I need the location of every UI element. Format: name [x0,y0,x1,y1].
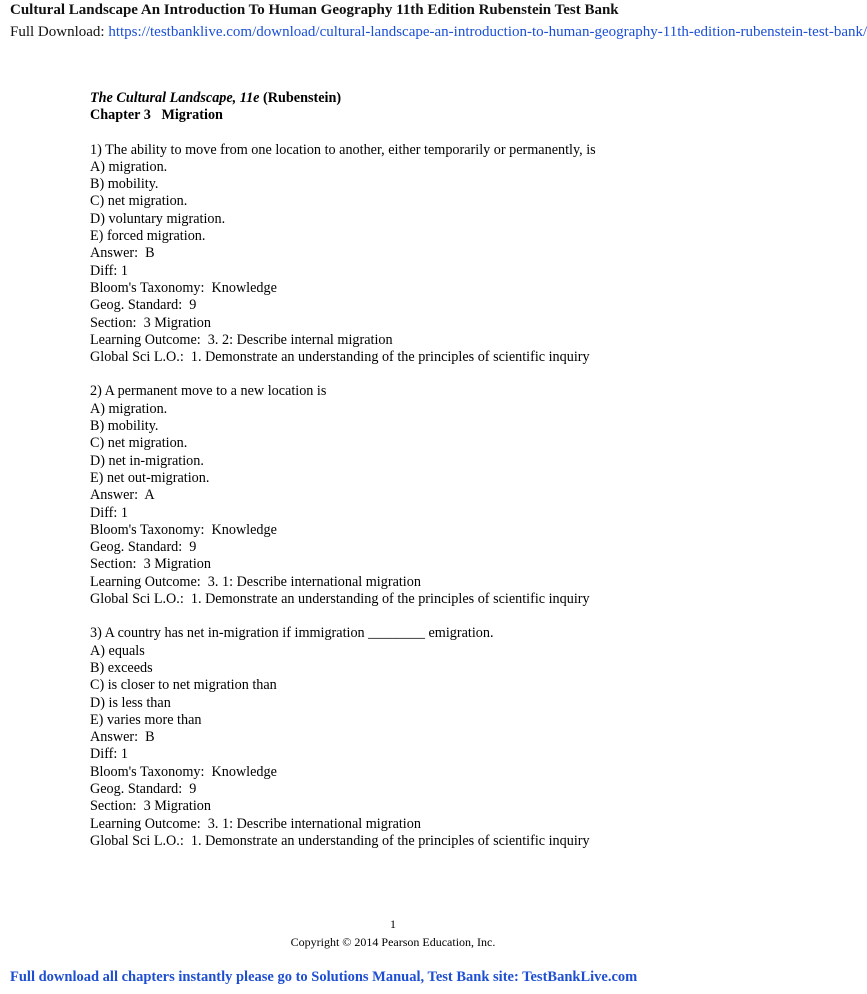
global-sci-lo: Global Sci L.O.: 1. Demonstrate an understanding of the principles of scientific inquiry [90,349,590,366]
answer-key: Answer: A [90,487,155,504]
full-download-label: Full Download: [10,24,109,40]
section: Section: 3 Migration [90,556,211,573]
answer-option: E) net out-migration. [90,469,210,486]
answer-key: Answer: B [90,245,155,262]
answer-option: A) migration. [90,158,168,175]
book-title-line [90,90,760,107]
answer-option: B) mobility. [90,418,159,435]
answer-option: B) exceeds [90,659,153,676]
learning-outcome: Learning Outcome: 3. 1: Describe international migration [90,815,421,832]
answer-option: C) net migration. [90,193,188,210]
answer-option: A) equals [90,642,145,659]
answer-option: C) net migration. [90,435,188,452]
answer-key: Answer: B [90,729,155,746]
blooms-taxonomy: Bloom's Taxonomy: Knowledge [90,279,277,296]
question-stem: 2) A permanent move to a new location is [90,383,327,400]
section: Section: 3 Migration [90,314,211,331]
learning-outcome: Learning Outcome: 3. 2: Describe internal migration [90,331,393,348]
geog-standard: Geog. Standard: 9 [90,780,197,797]
page-number: 1 [390,917,396,931]
geog-standard: Geog. Standard: 9 [90,539,197,556]
difficulty: Diff: 1 [90,746,128,763]
document-header-title: Cultural Landscape An Introduction To Human Geography 11th Edition Rubenstein Test Bank [10,2,619,18]
answer-option: D) net in-migration. [90,452,204,469]
answer-option: D) voluntary migration. [90,210,226,227]
difficulty: Diff: 1 [90,262,128,279]
blooms-taxonomy: Bloom's Taxonomy: Knowledge [90,521,277,538]
geog-standard: Geog. Standard: 9 [90,297,197,314]
test-bank-content [90,90,760,850]
question-stem: 3) A country has net in-migration if immigration ________ emigration. [90,625,494,642]
question-2 [90,383,760,608]
answer-option: D) is less than [90,694,171,711]
learning-outcome: Learning Outcome: 3. 1: Describe international migration [90,573,421,590]
answer-option: A) migration. [90,400,168,417]
answer-option: B) mobility. [90,176,159,193]
question-3 [90,625,760,850]
blooms-taxonomy: Bloom's Taxonomy: Knowledge [90,763,277,780]
global-sci-lo: Global Sci L.O.: 1. Demonstrate an understanding of the principles of scientific inquiry [90,591,590,608]
question-stem: 1) The ability to move from one location to another, either temporarily or permanently, is [90,141,596,158]
full-download-line [10,24,867,41]
section: Section: 3 Migration [90,798,211,815]
download-link[interactable]: https://testbanklive.com/download/cultural-landscape-an-introduction-to-human-geography-11th-edition-rubenstein-test-bank/ [108,24,867,40]
answer-option: E) forced migration. [90,228,206,245]
global-sci-lo: Global Sci L.O.: 1. Demonstrate an understanding of the principles of scientific inquiry [90,832,590,849]
book-title: The Cultural Landscape, 11e [90,90,260,106]
download-banner: Full download all chapters instantly please go to Solutions Manual, Test Bank site: TestBankLive.com [10,969,638,985]
answer-option: C) is closer to net migration than [90,677,277,694]
book-author: (Rubenstein) [259,90,342,106]
question-1 [90,142,760,367]
copyright-notice: Copyright © 2014 Pearson Education, Inc. [290,935,496,949]
chapter-heading: Chapter 3 Migration [90,107,223,124]
difficulty: Diff: 1 [90,504,128,521]
answer-option: E) varies more than [90,711,202,728]
